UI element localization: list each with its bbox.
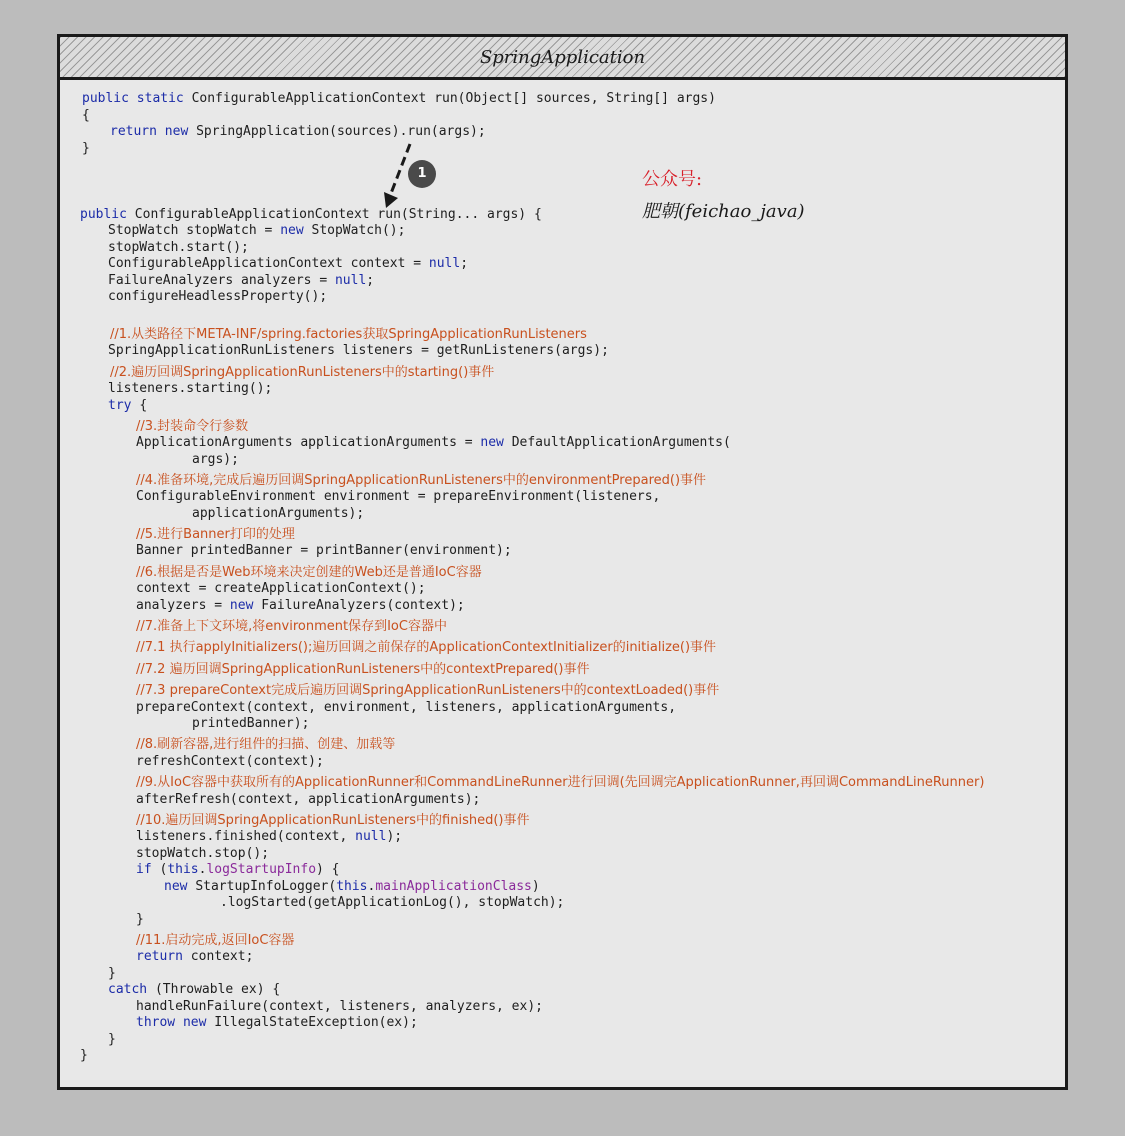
code-token: stopWatch.stop(); xyxy=(136,846,270,861)
code-token: analyzers = xyxy=(136,598,230,613)
code-line xyxy=(136,829,402,845)
code-line xyxy=(136,543,512,559)
code-token: .logStarted(getApplicationLog(), stopWatch); xyxy=(220,895,565,910)
code-token: FailureAnalyzers analyzers = xyxy=(108,273,335,288)
code-token: Banner printedBanner = printBanner(environment); xyxy=(136,543,512,558)
code-token: ConfigurableApplicationContext context = xyxy=(108,256,429,271)
code-token: printedBanner); xyxy=(192,716,310,731)
code-token: ( xyxy=(159,862,168,877)
code-token: new xyxy=(229,598,262,613)
code-line xyxy=(136,581,426,597)
code-token: null xyxy=(428,256,461,271)
code-line xyxy=(136,912,144,928)
code-token: public static xyxy=(82,91,192,106)
code-line xyxy=(110,327,587,343)
code-line xyxy=(82,91,716,107)
code-token: if xyxy=(136,862,160,877)
code-token: afterRefresh(context, applicationArguments); xyxy=(136,792,481,807)
code-line xyxy=(110,365,494,381)
code-line xyxy=(136,473,706,489)
code-token: . xyxy=(367,879,376,894)
code-comment: //2.遍历回调SpringApplicationRunListeners中的starting()事件 xyxy=(110,365,495,380)
code-token: ) xyxy=(531,879,540,894)
code-token: listeners.finished(context, xyxy=(136,829,356,844)
code-line xyxy=(108,1032,116,1048)
code-token: args); xyxy=(192,452,239,467)
code-line xyxy=(136,737,395,753)
code-token: } xyxy=(108,966,116,981)
code-token: refreshContext(context); xyxy=(136,754,324,769)
code-comment: //3.封装命令行参数 xyxy=(136,419,249,434)
code-line xyxy=(108,273,374,289)
code-line xyxy=(136,949,253,965)
code-token: context; xyxy=(190,949,254,964)
code-token: ConfigurableApplicationContext run(Object[] sources, String[] args) xyxy=(191,91,716,106)
code-token: try xyxy=(108,398,140,413)
code-card xyxy=(57,34,1068,1090)
code-token: IllegalStateException(ex); xyxy=(214,1015,418,1030)
code-token: catch xyxy=(108,982,155,997)
code-token: FailureAnalyzers(context); xyxy=(261,598,465,613)
side-note-value: 肥朝(feichao_java) xyxy=(642,201,805,222)
code-line xyxy=(136,1015,418,1031)
card-title: SpringApplication xyxy=(479,47,646,68)
code-line xyxy=(136,700,676,716)
code-comment: //7.2 遍历回调SpringApplicationRunListeners中的contextPrepared()事件 xyxy=(136,662,590,677)
code-line xyxy=(136,598,465,614)
code-token: DefaultApplicationArguments( xyxy=(511,435,731,450)
code-line xyxy=(136,683,719,699)
code-line xyxy=(108,256,468,272)
code-token: } xyxy=(136,912,144,927)
card-header xyxy=(60,37,1065,80)
step-badge: 1 xyxy=(408,160,436,188)
code-line xyxy=(136,640,716,656)
code-line xyxy=(192,452,239,468)
code-line xyxy=(136,933,294,949)
code-line xyxy=(108,398,147,414)
code-token: } xyxy=(80,1048,88,1063)
code-line xyxy=(136,862,340,878)
code-token: throw new xyxy=(136,1015,215,1030)
code-line xyxy=(80,207,542,223)
code-token: this xyxy=(167,862,199,877)
code-token: ApplicationArguments applicationArguments = xyxy=(136,435,481,450)
code-token: ; xyxy=(460,256,469,271)
code-token: ; xyxy=(366,273,375,288)
code-comment: //6.根据是否是Web环境来决定创建的Web还是普通IoC容器 xyxy=(136,565,482,580)
code-line xyxy=(108,240,249,256)
code-comment: //4.准备环境,完成后遍历回调SpringApplicationRunListeners中的environmentPrepared()事件 xyxy=(136,473,707,488)
code-line xyxy=(108,966,116,982)
code-line xyxy=(136,662,590,678)
code-line xyxy=(220,895,564,911)
code-token: public xyxy=(80,207,135,222)
code-token: { xyxy=(139,398,148,413)
code-token: StopWatch stopWatch = xyxy=(108,223,281,238)
code-token: null xyxy=(355,829,387,844)
code-token: ConfigurableEnvironment environment = prepareEnvironment(listeners, xyxy=(136,489,661,504)
code-line xyxy=(136,527,295,543)
side-note-label: 公众号: xyxy=(642,169,703,190)
code-token: StartupInfoLogger( xyxy=(195,879,337,894)
code-token: } xyxy=(108,1032,116,1047)
code-token: new xyxy=(480,435,512,450)
code-token: new xyxy=(280,223,312,238)
code-line xyxy=(108,223,405,239)
code-token: mainApplicationClass xyxy=(375,879,532,894)
code-token: new xyxy=(164,879,196,894)
code-line xyxy=(82,108,90,124)
code-comment: //10.遍历回调SpringApplicationRunListeners中的finished()事件 xyxy=(136,813,530,828)
code-comment: //7.准备上下文环境,将environment保存到IoC容器中 xyxy=(136,619,447,634)
code-token: context = createApplicationContext(); xyxy=(136,581,426,596)
code-line xyxy=(108,289,327,305)
code-line xyxy=(136,999,543,1015)
code-line xyxy=(108,982,280,998)
code-line xyxy=(108,381,272,397)
code-token: { xyxy=(82,108,90,123)
code-line xyxy=(192,506,364,522)
code-token: applicationArguments); xyxy=(192,506,365,521)
code-token: prepareContext(context, environment, listeners, applicationArguments, xyxy=(136,700,677,715)
code-token: handleRunFailure(context, listeners, analyzers, ex); xyxy=(136,999,543,1014)
code-token: stopWatch.start(); xyxy=(108,240,249,255)
code-line xyxy=(110,124,486,140)
code-token: this xyxy=(336,879,368,894)
code-comment: //7.1 执行applyInitializers();遍历回调之前保存的ApplicationContextInitializer的initialize()事件 xyxy=(136,640,717,655)
code-token: ConfigurableApplicationContext run(String... args) { xyxy=(134,207,542,222)
code-line xyxy=(136,489,660,505)
code-token: . xyxy=(198,862,207,877)
code-token: (Throwable ex) { xyxy=(154,982,281,997)
code-comment: //5.进行Banner打印的处理 xyxy=(136,527,295,542)
code-token: logStartupInfo xyxy=(206,862,317,877)
code-comment: //9.从IoC容器中获取所有的ApplicationRunner和CommandLineRunner进行回调(先回调完ApplicationRunner,再回调CommandLineRunner) xyxy=(136,775,985,790)
code-token: configureHeadlessProperty(); xyxy=(108,289,328,304)
code-line xyxy=(136,846,269,862)
code-line xyxy=(136,813,529,829)
code-line xyxy=(136,775,984,791)
code-line xyxy=(80,1048,88,1064)
code-line xyxy=(108,343,609,359)
code-token: listeners.starting(); xyxy=(108,381,273,396)
code-token: } xyxy=(82,141,90,156)
code-line xyxy=(164,879,540,895)
code-token: return xyxy=(136,949,191,964)
code-comment: //1.从类路径下META-INF/spring.factories获取SpringApplicationRunListeners xyxy=(110,327,587,342)
side-note xyxy=(642,165,805,223)
code-token: SpringApplication(sources).run(args); xyxy=(196,124,486,139)
code-token: null xyxy=(334,273,367,288)
code-line xyxy=(136,754,324,770)
code-token: ) { xyxy=(316,862,340,877)
code-line xyxy=(192,716,309,732)
code-line xyxy=(136,792,480,808)
code-token: return new xyxy=(110,124,197,139)
code-line xyxy=(136,565,482,581)
code-line xyxy=(136,419,248,435)
code-line xyxy=(136,619,447,635)
code-token: ); xyxy=(386,829,403,844)
code-token: SpringApplicationRunListeners listeners = getRunListeners(args); xyxy=(108,343,609,358)
code-comment: //11.启动完成,返回IoC容器 xyxy=(136,933,295,948)
code-token: StopWatch(); xyxy=(311,223,406,238)
code-line xyxy=(136,435,731,451)
code-comment: //8.刷新容器,进行组件的扫描、创建、加载等 xyxy=(136,737,396,752)
code-line xyxy=(82,141,90,157)
code-comment: //7.3 prepareContext完成后遍历回调SpringApplicationRunListeners中的contextLoaded()事件 xyxy=(136,683,720,698)
